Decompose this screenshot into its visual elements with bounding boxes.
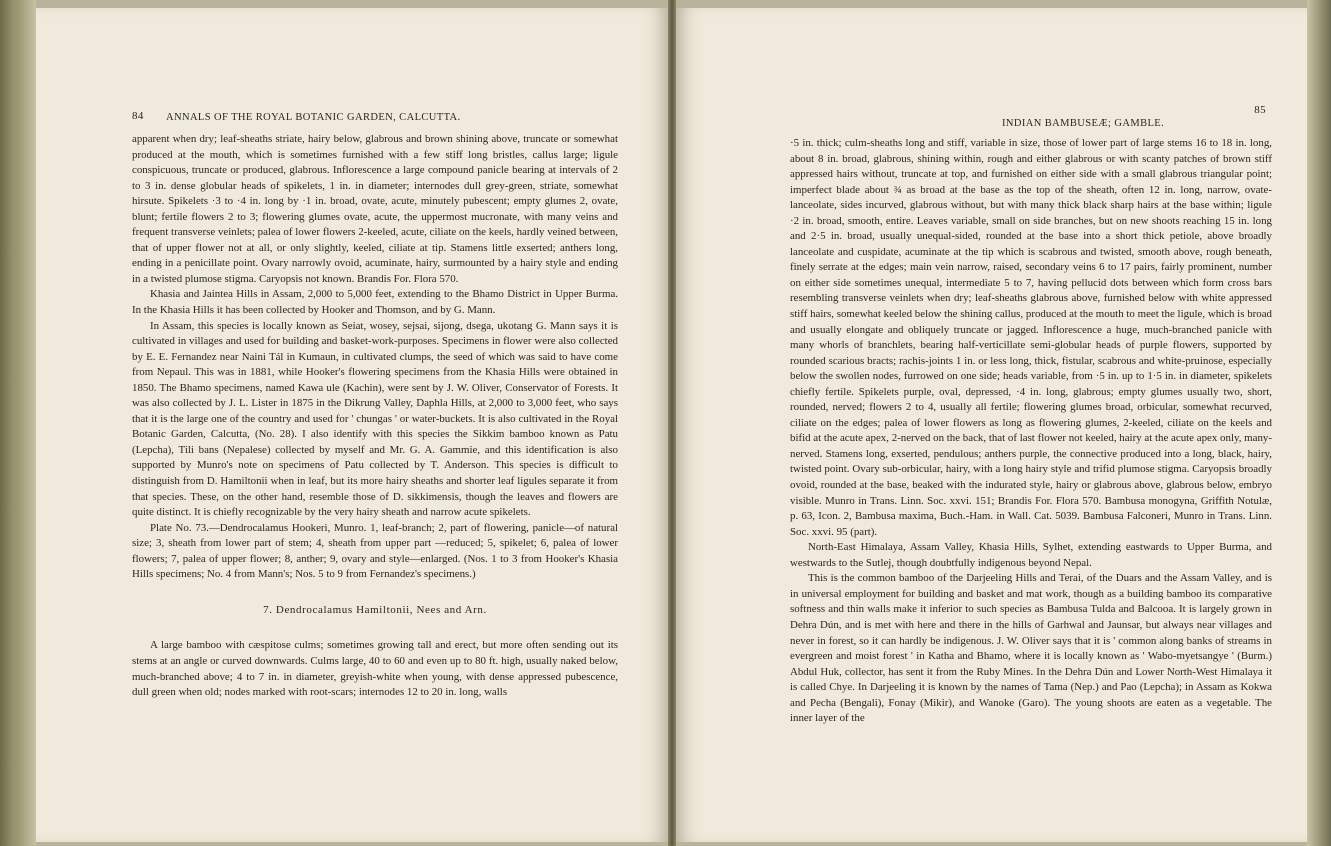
book-gutter bbox=[668, 0, 676, 846]
right-paragraph: North-East Himalaya, Assam Valley, Khasia Hills, Sylhet, extending eastwards to Upper Burma, and westwards to the Sutlej, though doubtfully indigenous beyond Nepal. bbox=[790, 541, 1272, 569]
left-paragraph: In Assam, this species is locally known as Seiat, wosey, sejsai, sijong, dsega, ukotang G. Mann says it is cultivated in villages and used for building and basket-work-purposes. Specimens in flower were also collected by E. E. Fernandez near Naini Tál in Kumaun, in cultivated clumps, the seed of which was said to have come from Nepaul. This was in 1881, while Hooker's flowering specimens from the Khasia Hills were obtained in 1850. The Bhamo specimens, named Kawa ule (Kachin), were sent by J. W. Oliver, Conservator of Forests. It was also collected by J. L. Lister in 1875 in the Dikrung Valley, Daphla Hills, at 2,000 to 3,000 feet, who says that it is the large one of the country and used for ' chungas ' or water-buckets. It is also cultivated in the Royal Botanic Garden, Calcutta, (No. 28). I also identify with this species the Sikkim bamboo known as Patu (Lepcha), Tili bans (Nepalese) collected by myself and Mr. G. A. Gammie, and this identification is also supported by Munro's note on specimens of Patu collected by T. Anderson. This species is difficult to distinguish from D. Hamiltonii when in leaf, but its more hairy sheaths and shorter leaf ligules separate it from that species. These, on the other hand, resemble those of D. sikkimensis, though the leaves and flowers are quite distinct. It is chiefly recognizable by the very hairy sheath and narrow acute spikelets. bbox=[132, 319, 618, 519]
left-page-text bbox=[132, 132, 618, 701]
book-spine-left bbox=[0, 0, 36, 846]
section-heading: 7. Dendrocalamus Hamiltonii, Nees and Arn. bbox=[263, 603, 487, 616]
right-paragraph: ·5 in. thick; culm-sheaths long and stiff, variable in size, those of lower part of large stems 16 to 18 in. long, about 8 in. broad, glabrous, shining within, rough and either glabrous or with scanty patches of brown stiff appressed hairs without, truncate at top, and furnished on either side with a small glabrous triangular point; imperfect blade about ¾ as broad at the base as the top of the sheath, often 12 in. long, narrow, ovate-lanceolate, sides incurved, glabrous without, but with many thick black sharp hairs at the base within; ligule ·2 in. broad, smooth, entire. Leaves variable, small on side branches, but on new shoots reaching 15 in. long and 2·5 in. broad, usually unequal-sided, rounded at the base into a short thick petiole, above broadly lanceolate and cuspidate, acuminate at the tip which is scabrous and twisted, smooth above, rough beneath, finely serrate at the edges; main vein narrow, raised, secondary veins 6 to 17 pairs, fairly prominent, number on either side sometimes unequal, intermediate 5 to 7, having pellucid dots between which form cross bars resembling transverse veinlets when dry; leaf-sheaths glabrous above, furnished below with white appressed stiff hairs, somewhat keeled below the shining callus, produced at the mouth to meet the ligule, which is broad and usually elongate and obliquely truncate or jagged. Inflorescence a huge, much-branched panicle with many whorls of branchlets, bearing half-verticillate semi-globular heads of purple flowers, supported by rounded scarious bracts; rachis-joints 1 in. or less long, thick, fistular, scabrous and white-pruinose, especially below the swollen nodes, furrowed on one side; heads variable, from ·5 in. up to 1·5 in. in diameter, spikelets chiefly fertile. Spikelets purple, oval, depressed, ·4 in. long, glabrous; empty glumes usually two, short, rounded, nerved; flowers 2 to 4, usually all fertile; flowering glumes broad, orbicular, somewhat recurved, ciliate on the edges; palea of lower flowers as long as flowering glumes, 2-keeled, ciliate on the keels and bifid at the acute apex, 2-nerved on the back, that of last flower not keeled, hairy at the acute apex only, many-nerved. Stamens long, exserted, pendulous; anthers purple, the connective produced into a long, black, hairy, twisted point. Ovary sub-orbicular, hairy, with a long hairy style and trifid plumose stigma. Caryopsis broadly ovoid, rounded at the base, beaked with the indurated style, hairy or glabrous above, glabrous below, embryo visible. Munro in Trans. Linn. Soc. xxvi. 151; Brandis For. Flora 570. Bambusa monogyna, Griffith Notulæ, p. 63, Icon. 2, Bambusa maxima, Buch.-Ham. in Wall. Cat. 5039. Bambusa Falconeri, Munro in Trans. Linn. Soc. xxvi. 95 (part). bbox=[790, 137, 1272, 538]
left-paragraph: apparent when dry; leaf-sheaths striate, hairy below, glabrous and brown shining above, truncate or somewhat produced at the mouth, which is sometimes furnished with a few stiff long bristles, callus large; ligule conspicuous, truncate or produced, glabrous. Inflorescence a large compound panicle bearing at intervals of 2 to 3 in. dense globular heads of spikelets, 1 in. in diameter; internodes dull grey-green, striate, somewhat hirsute. Spikelets ·3 to ·4 in. long by ·1 in. broad, ovate, acute, minutely pubescent; empty glumes 2, ovate, blunt; fertile flowers 2 to 3; flowering glumes ovate, acute, the uppermost mucronate, with many veins and frequent transverse veinlets; palea of lower flowers 2-keeled, acute, ciliate on the keels, hardly veined between, that of upper flower not at all, or only slightly, keeled, ciliate at tip. Stamens little exserted; anthers long, ending in a penicillate point. Ovary narrowly ovoid, acuminate, hairy, surmounted by a hairy style and ending in a twisted plumose stigma. Caryopsis not known. Brandis For. Flora 570. bbox=[132, 133, 618, 285]
right-page-number: 85 bbox=[1254, 104, 1266, 116]
book-edge-right bbox=[1307, 0, 1331, 846]
left-paragraph: Khasia and Jaintea Hills in Assam, 2,000 to 5,000 feet, extending to the Bhamo District in Upper Burma. In the Khasia Hills it has been collected by Hooker and Thomson, and by G. Mann. bbox=[132, 288, 618, 317]
right-paragraph: This is the common bamboo of the Darjeeling Hills and Terai, of the Duars and the Assam Valley, and is in universal employment for building and basket and mat work, though as a building bamboo its comparative softness and thin walls make it inferior to such species as Bambusa Tulda and Balcooa. It is largely grown in Dehra Dún, and is met with here and there in the hills of Garhwal and Jaunsar, but always near villages and never in forest, so it can hardly be indigenous. J. W. Oliver says that it is ' common along banks of streams in evergreen and moist forest ' in Katha and Bhamo, where it is locally known as ' Wabo-myetsangye ' (Burm.) Abdul Huk, collector, has sent it from the Ruby Mines. In the Dehra Dún and Lower North-West Himalaya it is called Chye. In Darjeeling it is known by the names of Tama (Nep.) and Pao (Lepcha); in Assam as Kokwa and Pecha (Bengali), Fonay (Mikir), and Wanoke (Garo). The young shoots are eaten as a vegetable. The inner layer of the bbox=[790, 572, 1272, 725]
left-page-number: 84 bbox=[132, 110, 144, 122]
plate-caption: Plate No. 73.—Dendrocalamus Hookeri, Munro. 1, leaf-branch; 2, part of flowering, panicle—of natural size; 3, sheath from lower part of stem; 4, sheath from upper part —reduced; 5, spikelet; 6, palea of lower flowers; 7, palea of upper flower; 8, anther; 9, ovary and style—enlarged. (Nos. 1 to 3 from Hooker's Khasia Hills specimens; No. 4 from Mann's; Nos. 5 to 9 from Fernandez's specimens.) bbox=[132, 521, 618, 581]
left-paragraph: A large bamboo with cæspitose culms; sometimes growing tall and erect, but more often sending out its stems at an angle or curved downwards. Culms large, 40 to 60 and even up to 80 ft. high, usually naked below, much-branched above; 4 to 7 in. in diameter, greyish-white when young, with dense appressed pubescence, dull green when old; nodes marked with root-scars; internodes 12 to 20 in. long, walls bbox=[132, 639, 618, 699]
left-running-head: ANNALS OF THE ROYAL BOTANIC GARDEN, CALCUTTA. bbox=[166, 112, 461, 123]
right-page-text bbox=[790, 136, 1272, 727]
right-running-head: INDIAN BAMBUSEÆ; GAMBLE. bbox=[1002, 118, 1165, 129]
